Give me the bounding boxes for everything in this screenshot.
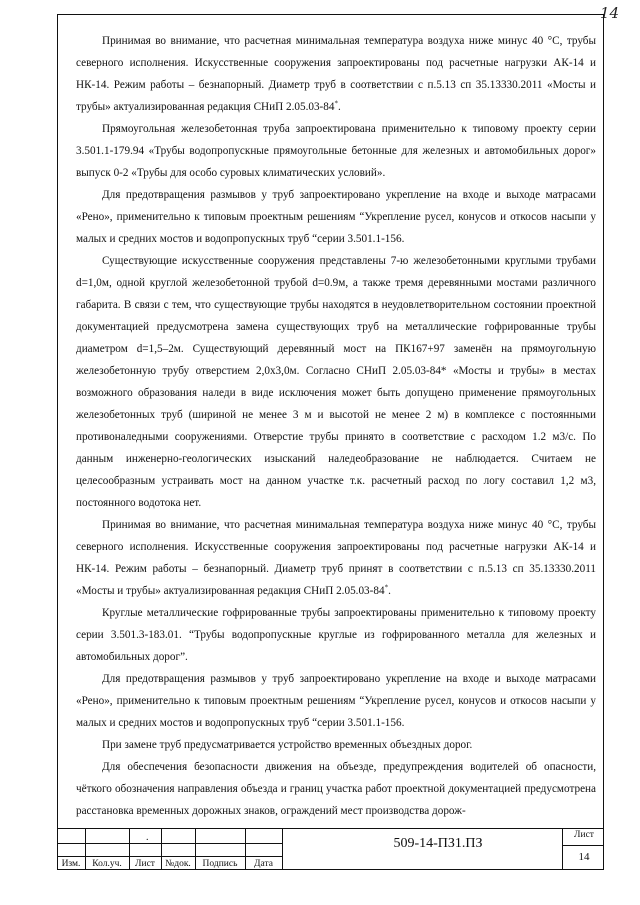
document-code: 509-14-ПЗ1.ПЗ (393, 836, 483, 851)
stamp-dot: . (146, 832, 149, 843)
stamp-col-list: Лист (135, 859, 155, 869)
sheet-label: Лист (574, 830, 594, 840)
paragraph: Для предотвращения размывов у труб запроектировано укрепление на входе и выходе матрасами «Рено», применительно к типовым проектным решениям “Укрепление русел, конусов и откосов насыпи у малых и средних мостов и водопропускных труб “серии 3.501.1-156. (76, 189, 596, 245)
sheet-number: 14 (578, 851, 590, 863)
stamp-col-izm: Изм. (61, 859, 81, 869)
stamp-col-data: Дата (254, 859, 273, 869)
stamp-divider (562, 829, 563, 870)
stamp-row-line (57, 856, 282, 857)
handwritten-page-number: 14 (600, 4, 620, 22)
paragraph: При замене труб предусматривается устройство временных объездных дорог. (102, 739, 473, 751)
paragraph: Для обеспечения безопасности движения на объезде, предупреждения водителей об опасности, чёткого обозначения направления объезда и границ участка работ проектной документацией предусмотрена расстановка временных дорожных знаков, ограждений мест производства дорож- (76, 761, 596, 817)
stamp-row-line (562, 845, 604, 846)
paragraph: Круглые металлические гофрированные трубы запроектированы применительно к типовому проекту серии 3.501.3-183.01. “Трубы водопропускные круглые из гофрированного металла для железных и автомобильных дорог”. (76, 607, 596, 663)
stamp-col-kol-uch: Кол.уч. (92, 859, 122, 869)
paragraph: Для предотвращения размывов у труб запроектировано укрепление на входе и выходе матрасами «Рено», применительно к типовым проектным решениям “Укрепление русел, конусов и откосов насыпи у малых и средних мостов и водопропускных труб “серии 3.501.1-156. (76, 673, 596, 729)
paragraph: Существующие искусственные сооружения представлены 7-ю железобетонными круглыми трубами d=1,0м, одной круглой железобетонной трубой d=0.9м, а также тремя деревянными мостами различного габарита. В связи с тем, что существующие трубы находятся в неудовлетворительном состоянии проектной документацией предусмотрена замена существующих труб на металлические гофрированные трубы диаметром d=1,5–2м. Существующий деревянный мост на ПК167+97 заменён на прямоугольную железобетонную трубу отверстием 2,0х3,0м. Согласно СНиП 2.05.03-84* «Мосты и трубы» в местах возможного образования наледи в виде исключения может быть допущено применение прямоугольных железобетонных труб (шириной не менее 3 м и высотой не менее 2 м) в комплексе с постоянными противоналедными сооружениями. Отверстие трубы принято в соответствие с расходом 1.2 м3/с. По данным инженерно-геологических изысканий наледеобразование не наблюдается. Считаем не целесообразным устраивать мост на данном участке т.к. расчетный расход по логу составил 1,2 м3, постоянного водотока нет. (76, 255, 596, 509)
asterisk-mark: * (334, 99, 338, 108)
stamp-row-line (57, 843, 282, 844)
paragraph: Принимая во внимание, что расчетная минимальная температура воздуха ниже минус 40 °С, трубы северного исполнения. Искусственные сооружения запроектированы под расчетные нагрузки АК-14 и НК-14. Режим работы – безнапорный. Диаметр труб принят в соответствии с п.5.13 сп 35.13330.2011 «Мосты и трубы» актуализированная редакция СНиП 2.05.03-84*. (76, 519, 596, 597)
stamp-divider (282, 829, 283, 870)
asterisk-mark: * (384, 583, 389, 592)
paragraph: Принимая во внимание, что расчетная минимальная температура воздуха ниже минус 40 °С, трубы северного исполнения. Искусственные сооружения запроектированы под расчетные нагрузки АК-14 и НК-14. Режим работы – безнапорный. Диаметр труб в соответствии с п.5.13 сп 35.13330.2011 «Мосты и трубы» актуализированная редакция СНиП 2.05.03-84*. (76, 35, 596, 113)
body-text (76, 30, 596, 822)
stamp-col-ndok: №док. (165, 859, 191, 869)
stamp-col-podpis: Подпись (202, 859, 238, 869)
paragraph: Прямоугольная железобетонная труба запроектирована применительно к типовому проекту серии 3.501.1-179.94 «Трубы водопропускные прямоугольные бетонные для железных и автомобильных дорог» выпуск 0-2 «Трубы для особо суровых климатических условий». (76, 123, 596, 179)
